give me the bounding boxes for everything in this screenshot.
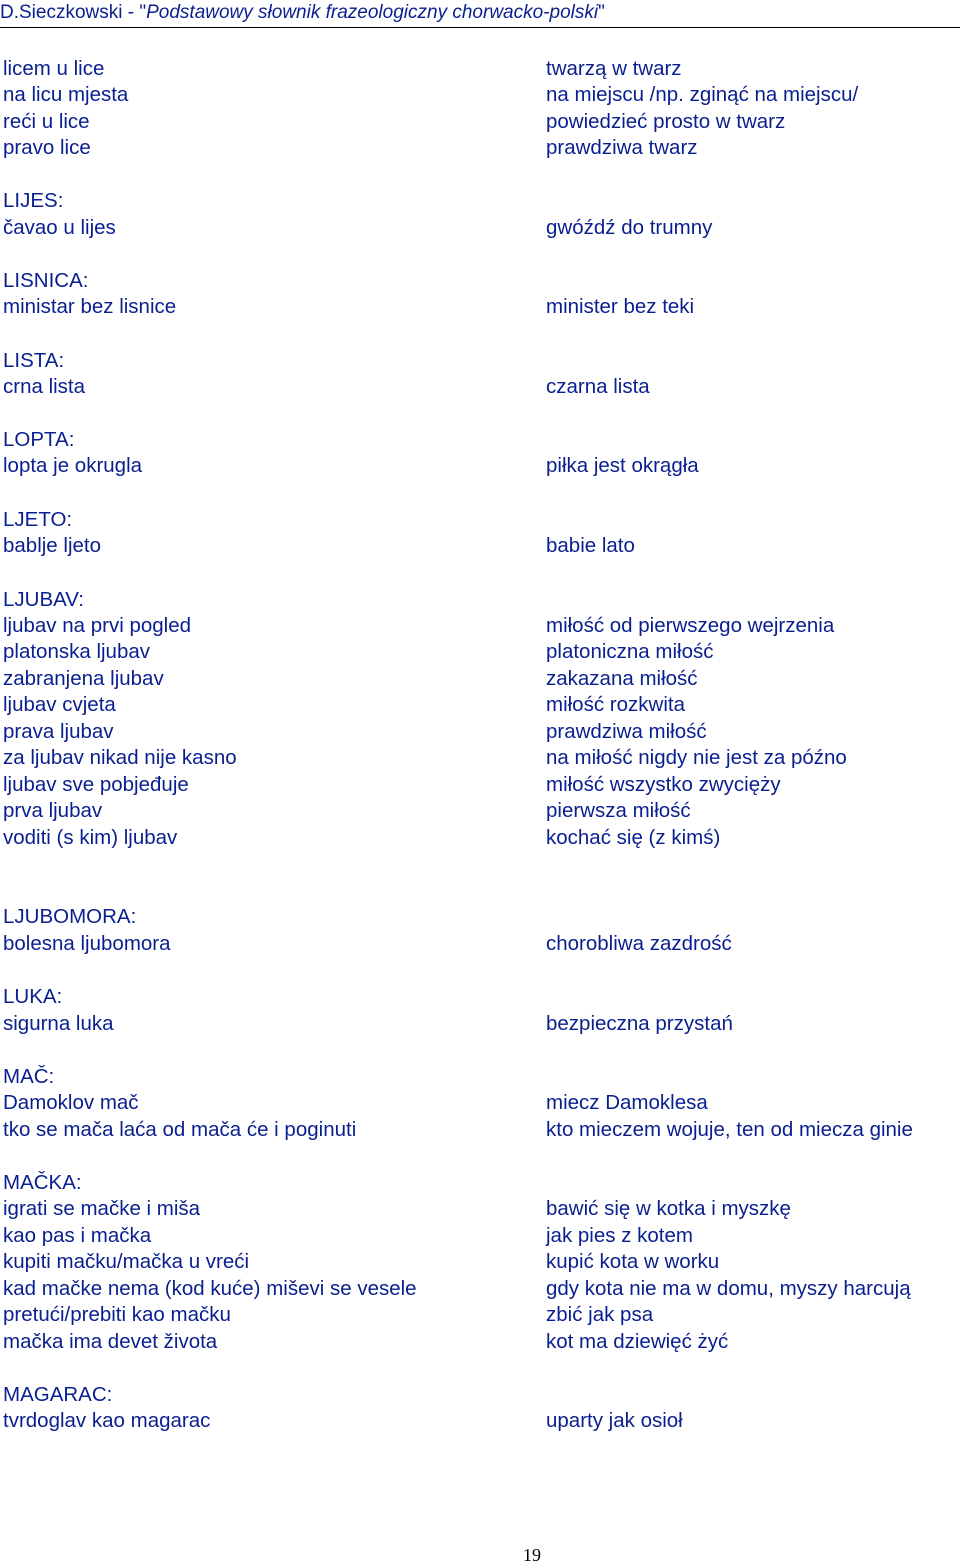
headword: LJUBOMORA: bbox=[3, 905, 137, 928]
headword: LJUBAV: bbox=[3, 588, 84, 611]
entry-polish: kochać się (z kimś) bbox=[546, 826, 721, 849]
entry-croatian: pretući/prebiti kao mačku bbox=[3, 1303, 231, 1326]
entry-croatian: pravo lice bbox=[3, 136, 91, 159]
headword: MAGARAC: bbox=[3, 1383, 113, 1406]
entry-polish: platoniczna miłość bbox=[546, 640, 714, 663]
entry-polish: bawić się w kotka i myszkę bbox=[546, 1197, 791, 1220]
headword: LISNICA: bbox=[3, 269, 89, 292]
entry-croatian: zabranjena ljubav bbox=[3, 667, 164, 690]
entry-polish: miłość wszystko zwycięży bbox=[546, 773, 781, 796]
entry-croatian: ljubav cvjeta bbox=[3, 693, 116, 716]
entry-croatian: prava ljubav bbox=[3, 720, 114, 743]
entry-croatian: prva ljubav bbox=[3, 799, 103, 822]
entry-polish: pierwsza miłość bbox=[546, 799, 691, 822]
entry-polish: prawdziwa miłość bbox=[546, 720, 707, 743]
entry-polish: piłka jest okrągła bbox=[546, 454, 699, 477]
entry-polish: kot ma dziewięć żyć bbox=[546, 1330, 729, 1353]
entry-croatian: voditi (s kim) ljubav bbox=[3, 826, 178, 849]
entry-polish: babie lato bbox=[546, 534, 635, 557]
header-prefix: D.Sieczkowski - " bbox=[0, 2, 147, 23]
entry-croatian: igrati se mačke i miša bbox=[3, 1197, 201, 1220]
entry-polish: twarzą w twarz bbox=[546, 57, 682, 80]
headword: LJETO: bbox=[3, 508, 73, 531]
headword: MAČKA: bbox=[3, 1171, 82, 1194]
entry-croatian: kupiti mačku/mačka u vreći bbox=[3, 1250, 250, 1273]
entry-polish: bezpieczna przystań bbox=[546, 1012, 733, 1035]
entry-croatian: kad mačke nema (kod kuće) miševi se vesele bbox=[3, 1277, 417, 1300]
entry-croatian: bablje ljeto bbox=[3, 534, 102, 557]
entry-polish: minister bez teki bbox=[546, 295, 695, 318]
entry-polish: powiedzieć prosto w twarz bbox=[546, 110, 786, 133]
entry-polish: na miejscu /np. zginąć na miejscu/ bbox=[546, 83, 859, 106]
entry-croatian: reći u lice bbox=[3, 110, 90, 133]
header-title: Podstawowy słownik frazeologiczny chorwacko-polski bbox=[146, 2, 599, 23]
headword: LIJES: bbox=[3, 189, 64, 212]
entry-polish: kto mieczem wojuje, ten od miecza ginie bbox=[546, 1118, 913, 1141]
headword: LOPTA: bbox=[3, 428, 75, 451]
entry-croatian: ljubav sve pobjeđuje bbox=[3, 773, 189, 796]
entry-polish: na miłość nigdy nie jest za późno bbox=[546, 746, 847, 769]
entry-croatian: bolesna ljubomora bbox=[3, 932, 171, 955]
entry-croatian: tko se mača laća od mača će i poginuti bbox=[3, 1118, 357, 1141]
entry-polish: zbić jak psa bbox=[546, 1303, 654, 1326]
entry-polish: kupić kota w worku bbox=[546, 1250, 720, 1273]
entry-polish: chorobliwa zazdrość bbox=[546, 932, 732, 955]
entry-croatian: na licu mjesta bbox=[3, 83, 129, 106]
entry-croatian: ministar bez lisnice bbox=[3, 295, 177, 318]
headword: LISTA: bbox=[3, 349, 65, 372]
entry-croatian: crna lista bbox=[3, 375, 86, 398]
header-suffix: " bbox=[598, 2, 605, 23]
entry-croatian: tvrdoglav kao magarac bbox=[3, 1409, 211, 1432]
headword: MAČ: bbox=[3, 1065, 55, 1088]
entry-polish: czarna lista bbox=[546, 375, 650, 398]
entry-croatian: lopta je okrugla bbox=[3, 454, 143, 477]
entry-polish: miłość od pierwszego wejrzenia bbox=[546, 614, 835, 637]
entry-croatian: čavao u lijes bbox=[3, 216, 116, 239]
entry-polish: prawdziwa twarz bbox=[546, 136, 698, 159]
entry-croatian: sigurna luka bbox=[3, 1012, 114, 1035]
entry-polish: miłość rozkwita bbox=[546, 693, 685, 716]
entry-croatian: platonska ljubav bbox=[3, 640, 151, 663]
entry-polish: uparty jak osioł bbox=[546, 1409, 683, 1432]
entry-polish: zakazana miłość bbox=[546, 667, 698, 690]
entry-polish: gwóźdź do trumny bbox=[546, 216, 713, 239]
entry-croatian: Damoklov mač bbox=[3, 1091, 139, 1114]
entry-polish: jak pies z kotem bbox=[546, 1224, 693, 1247]
entry-polish: gdy kota nie ma w domu, myszy harcują bbox=[546, 1277, 911, 1300]
entry-croatian: mačka ima devet života bbox=[3, 1330, 218, 1353]
page-header bbox=[0, 0, 960, 28]
entry-croatian: kao pas i mačka bbox=[3, 1224, 152, 1247]
entry-croatian: za ljubav nikad nije kasno bbox=[3, 746, 237, 769]
page-number: 19 bbox=[523, 1545, 541, 1565]
headword: LUKA: bbox=[3, 985, 63, 1008]
entry-polish: miecz Damoklesa bbox=[546, 1091, 708, 1114]
entry-croatian: licem u lice bbox=[3, 57, 105, 80]
entry-croatian: ljubav na prvi pogled bbox=[3, 614, 192, 637]
